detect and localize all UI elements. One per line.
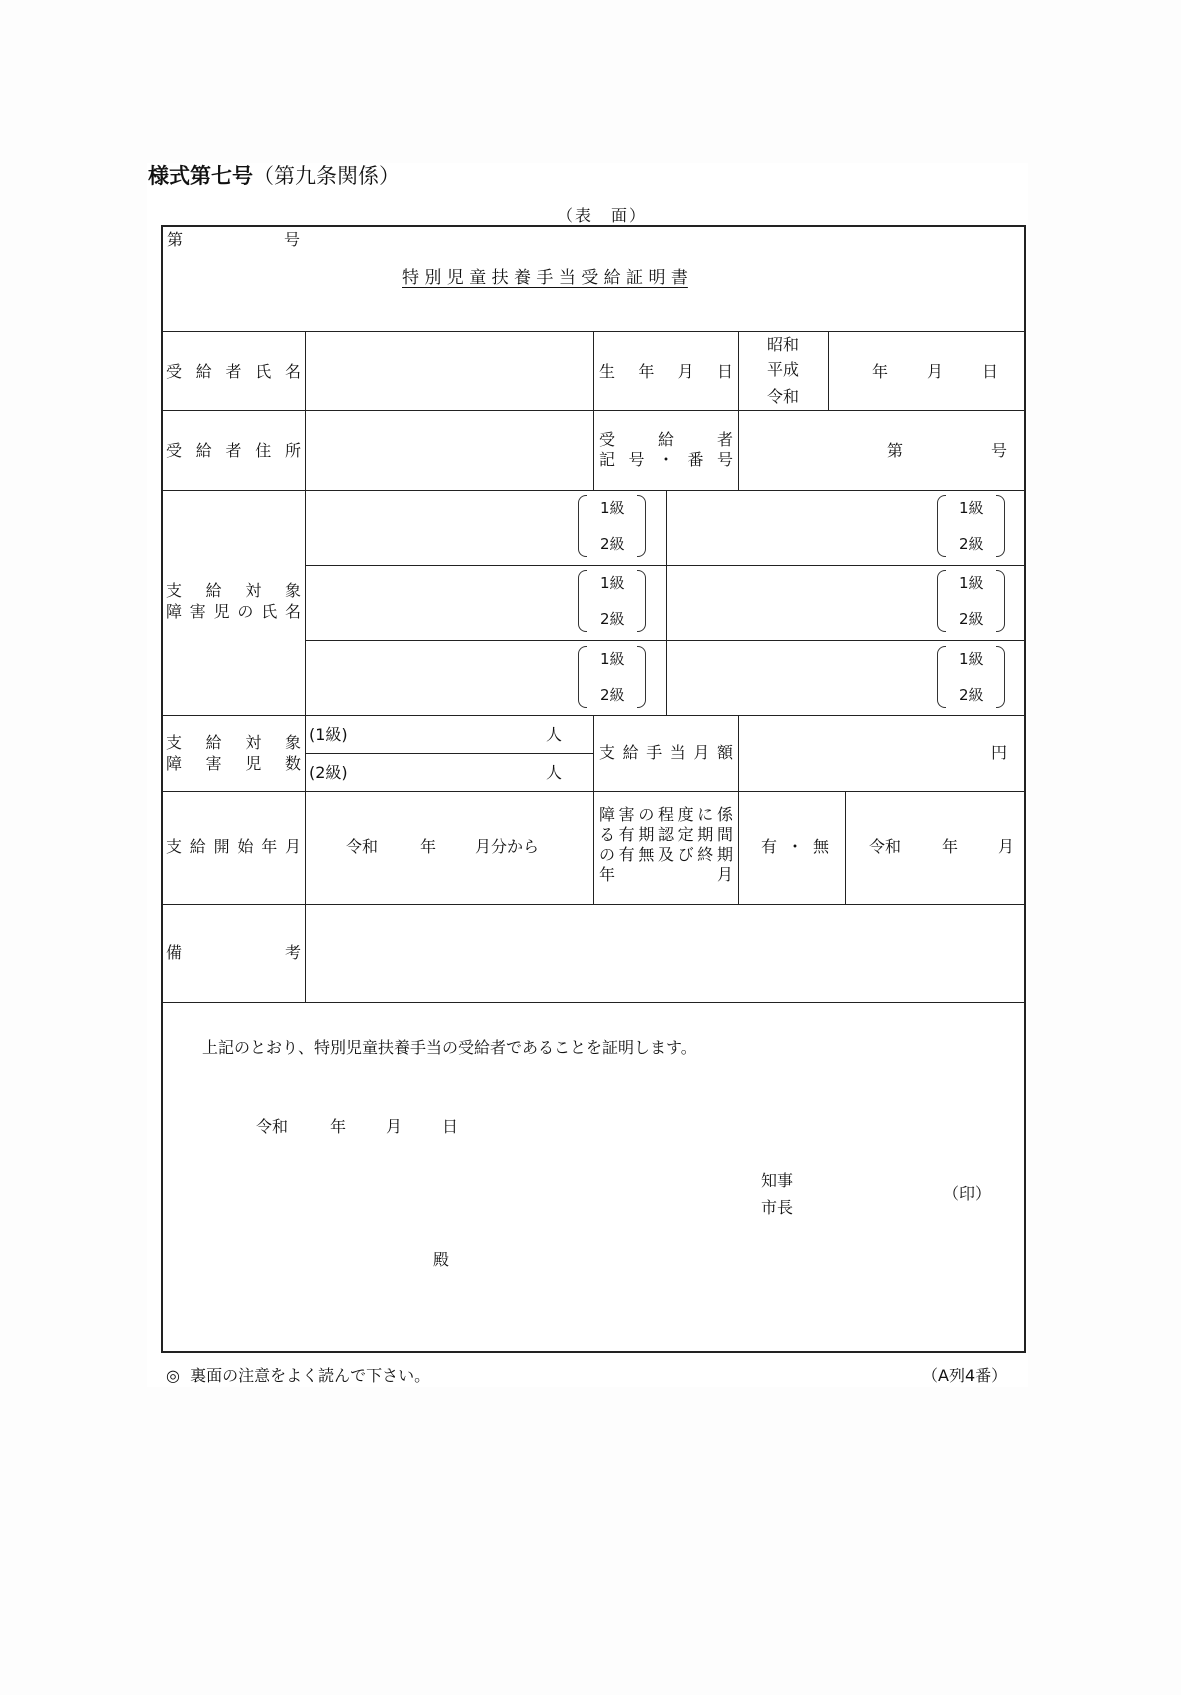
divider	[845, 791, 846, 904]
birthdate-label: 生 年 月 日	[599, 362, 733, 381]
recipient-id-label-line2: 記 号 ・ 番 号	[599, 450, 733, 469]
divider	[828, 331, 829, 410]
children-label-line2: 障 害 児 の 氏 名	[166, 602, 301, 621]
period-end-era: 令和	[869, 837, 902, 856]
recipient-id-value[interactable]: 第 号	[887, 441, 1007, 460]
grade-selector[interactable]: 1級 2級	[578, 646, 646, 708]
divider	[666, 490, 667, 715]
form-number: 様式第七号	[148, 164, 253, 188]
monthly-amount-label: 支 給 手 当 月 額	[599, 743, 733, 762]
count-grade1-unit: 人	[546, 725, 563, 744]
divider	[305, 753, 593, 754]
grade-selector[interactable]: 1級 2級	[578, 495, 646, 557]
child-count-label-line2: 障 害 児 数	[166, 754, 301, 773]
addressee-suffix: 殿	[433, 1250, 450, 1269]
grade-selector[interactable]: 1級 2級	[578, 570, 646, 632]
footer-note: ◎ 裏面の注意をよく読んで下さい。	[166, 1366, 431, 1385]
grade-selector[interactable]: 1級 2級	[937, 495, 1005, 557]
era-heisei[interactable]: 平成	[767, 360, 800, 379]
recipient-name-field[interactable]	[308, 334, 590, 408]
number-suffix: 号	[284, 230, 301, 249]
recipient-id-label-line1: 受 給 者	[599, 430, 733, 449]
issuer-governor: 知事	[761, 1171, 794, 1190]
divider	[161, 904, 1026, 905]
number-prefix: 第	[167, 230, 184, 249]
period-end-year[interactable]: 年	[942, 837, 959, 856]
remarks-field[interactable]	[308, 907, 1023, 999]
remarks-label: 備 考	[166, 943, 301, 962]
recipient-address-label: 受 給 者 住 所	[166, 441, 301, 460]
issuer-mayor: 市長	[761, 1198, 794, 1217]
divider	[738, 715, 739, 904]
recipient-address-field[interactable]	[308, 413, 590, 487]
certification-statement: 上記のとおり、特別児童扶養手当の受給者であることを証明します。	[202, 1038, 697, 1057]
period-label-line4: 年 月	[599, 865, 733, 884]
count-grade2-unit: 人	[546, 763, 563, 782]
start-month-label: 支 給 開 始 年 月	[166, 837, 301, 856]
period-label-line3: の 有 無 及 び 終 期	[599, 845, 733, 864]
form-relation: （第九条関係）	[253, 164, 400, 188]
birthdate-value[interactable]: 年 月 日	[872, 362, 998, 381]
date-year[interactable]: 年	[330, 1117, 347, 1136]
date-month[interactable]: 月	[386, 1117, 403, 1136]
period-end-month[interactable]: 月	[998, 837, 1015, 856]
divider	[161, 1002, 1026, 1003]
era-showa[interactable]: 昭和	[767, 335, 800, 354]
start-era: 令和	[346, 837, 379, 856]
date-era: 令和	[256, 1117, 289, 1136]
divider	[738, 331, 739, 490]
period-label-line1: 障 害 の 程 度 に 係	[599, 805, 733, 824]
count-grade2-label: (2級)	[309, 763, 348, 782]
grade-selector[interactable]: 1級 2級	[937, 570, 1005, 632]
side-label: （表 面）	[557, 206, 648, 225]
seal-mark: （印）	[943, 1184, 992, 1203]
divider	[593, 715, 594, 904]
era-reiwa[interactable]: 令和	[767, 387, 800, 406]
divider	[593, 331, 594, 490]
certificate-title: 特 別 児 童 扶 養 手 当 受 給 証 明 書	[402, 268, 688, 288]
paper-size: （A列4番）	[922, 1366, 1008, 1385]
form-number-heading	[148, 160, 400, 190]
period-label-line2: る 有 期 認 定 期 間	[599, 825, 733, 844]
recipient-name-label: 受 給 者 氏 名	[166, 362, 301, 381]
period-yes-no[interactable]: 有 ・ 無	[761, 837, 829, 856]
start-year[interactable]: 年	[420, 837, 437, 856]
children-label-line1: 支 給 対 象	[166, 581, 301, 600]
start-month[interactable]: 月分から	[475, 837, 540, 856]
divider	[161, 490, 1026, 491]
grade-selector[interactable]: 1級 2級	[937, 646, 1005, 708]
child-count-label-line1: 支 給 対 象	[166, 733, 301, 752]
divider	[305, 331, 306, 1002]
date-day[interactable]: 日	[442, 1117, 459, 1136]
monthly-amount-unit[interactable]: 円	[991, 743, 1008, 762]
count-grade1-label: (1級)	[309, 725, 348, 744]
